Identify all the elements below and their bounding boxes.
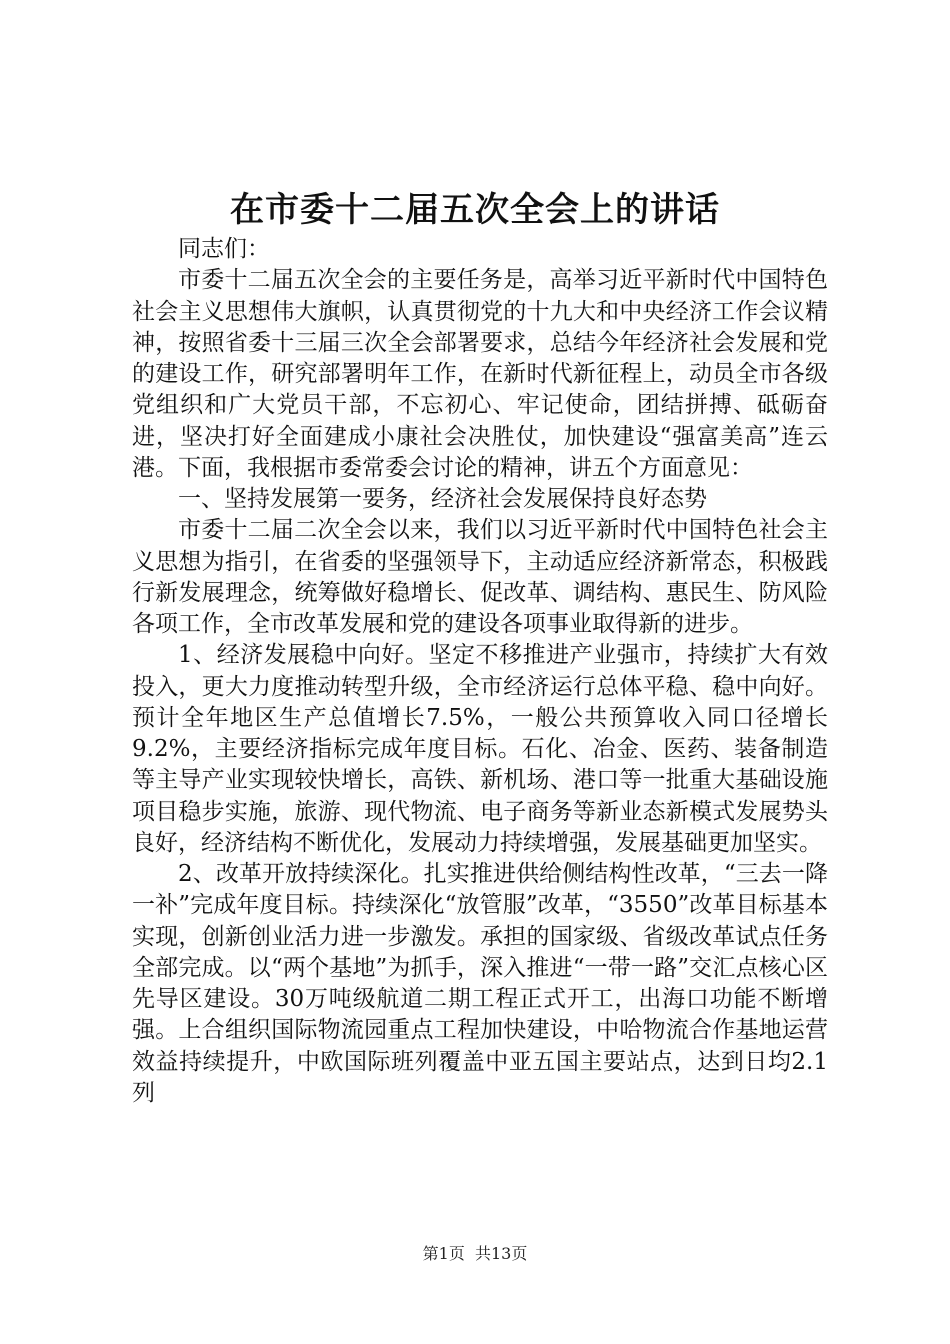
- paragraph-section-1-intro: 市委十二届二次全会以来，我们以习近平新时代中国特色社会主义思想为指引，在省委的坚强领导下，主动适应经济新常态，积极践行新发展理念，统筹做好稳增长、促改革、调结构、惠民生、防风险各项工作，全市改革发展和党的建设各项事业取得新的进步。: [132, 517, 828, 637]
- paragraph-economy: 1、经济发展稳中向好。坚定不移推进产业强市，持续扩大有效投入，更大力度推动转型升级，全市经济运行总体平稳、稳中向好。预计全年地区生产总值增长7.5%，一般公共预算收入同口径增长9.2%，主要经济指标完成年度目标。石化、冶金、医药、装备制造等主导产业实现较快增长，高铁、新机场、港口等一批重大基础设施项目稳步实施，旅游、现代物流、电子商务等新业态新模式发展势头良好，经济结构不断优化，发展动力持续增强，发展基础更加坚实。: [132, 642, 828, 856]
- document-body: [132, 234, 828, 1109]
- page-number: 第1页 共13页: [422, 1244, 528, 1263]
- page-footer: [0, 1242, 950, 1266]
- paragraph-reform: 2、改革开放持续深化。扎实推进供给侧结构性改革，“三去一降一补”完成年度目标。持续深化“放管服”改革，“3550”改革目标基本实现，创新创业活力进一步激发。承担的国家级、省级改革试点任务全部完成。以“两个基地”为抓手，深入推进“一带一路”交汇点核心区先导区建设。30万吨级航道二期工程正式开工，出海口功能不断增强。上合组织国际物流园重点工程加快建设，中哈物流合作基地运营效益持续提升，中欧国际班列覆盖中亚五国主要站点，达到日均2.1列: [132, 861, 828, 1106]
- salutation: 同志们：: [178, 236, 270, 262]
- section-heading-1: 一、坚持发展第一要务，经济社会发展保持良好态势: [178, 486, 707, 512]
- paragraph-intro: 市委十二届五次全会的主要任务是，高举习近平新时代中国特色社会主义思想伟大旗帜，认真贯彻党的十九大和中央经济工作会议精神，按照省委十三届三次全会部署要求，总结今年经济社会发展和党的建设工作，研究部署明年工作，在新时代新征程上，动员全市各级党组织和广大党员干部，不忘初心、牢记使命，团结拼搏、砥砺奋进，坚决打好全面建成小康社会决胜仗，加快建设“强富美高”连云港。下面，我根据市委常委会讨论的精神，讲五个方面意见：: [132, 267, 828, 481]
- document-title: 在市委十二届五次全会上的讲话: [230, 190, 720, 230]
